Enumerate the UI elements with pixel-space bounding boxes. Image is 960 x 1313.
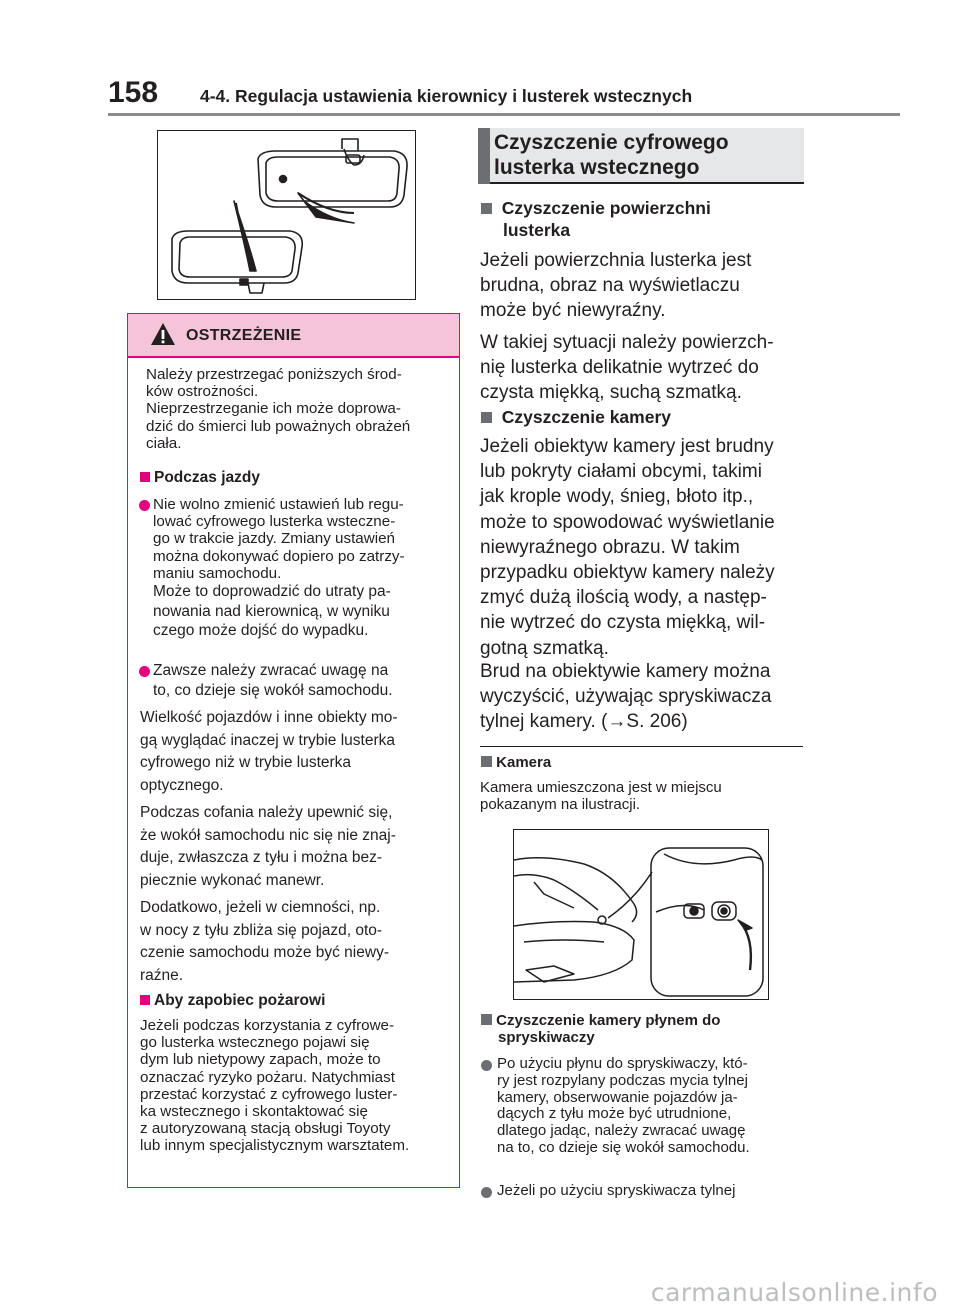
square-bullet-icon <box>140 995 150 1005</box>
warning-para-4: Jeżeli podczas korzystania z cyfrowe- go lusterka wstecznego pojawi się dym lub nietypowy zapach, może to oznaczać ryzyko pożaru. Natychmiast przestać korzystać z cyfrowego luster- ka wstecznego i skontaktować się z autoryzowaną stacją obsługi Toyoty lub innym specjalistycznym warsztatem. <box>140 1017 410 1155</box>
surface-para-2: W takiej sytuacji należy powierzch- nię lusterka delikatnie wytrzeć do czysta miękką, suchą szmatką. <box>480 332 774 404</box>
page-number: 158 <box>108 76 159 109</box>
header-divider <box>108 113 900 116</box>
warning-section-driving: Podczas jazdy <box>140 469 260 487</box>
text-line: ków ostrożności. <box>146 383 259 401</box>
camera-note-text: Kamera umieszczona jest w miejscu pokazanym na ilustracji. <box>480 779 722 813</box>
divider <box>480 746 803 747</box>
camera-para-2: Brud na obiektywie kamery można wyczyścić, używając spryskiwacza tylnej kamery. (→S. 206) <box>480 659 810 735</box>
square-bullet-icon <box>140 472 150 482</box>
subsection-camera-title: Czyszczenie kamery <box>481 406 671 428</box>
camera-para-1: Jeżeli obiektyw kamery jest brudny lub pokryty ciałami obcymi, takimi jak krople wody, śnieg, błoto itp., może to spowodować wyświetlanie niewyraźnego obrazu. W takim przypadku obiektyw kamery należy zmyć dużą ilością wody, a następ- nie wytrzeć do czysta miękką, wil- gotną szmatką. <box>480 436 775 659</box>
bullet-dot-icon <box>481 1187 492 1198</box>
bullet-dot-icon <box>481 1060 492 1071</box>
warning-header-rule <box>128 356 459 358</box>
bullet-dot-icon <box>139 666 150 677</box>
square-bullet-icon <box>481 203 492 214</box>
bullet-dot-icon <box>139 500 150 511</box>
subsection-surface-title: Czyszczenie powierzchni lusterka <box>481 197 711 241</box>
text-line: dzić do śmierci lub poważnych obrażeń <box>146 417 411 435</box>
square-bullet-icon <box>481 412 492 423</box>
washer-bullet-2: Jeżeli po użyciu spryskiwacza tylnej <box>497 1182 736 1199</box>
page-reference-link[interactable]: tylnej kamery. (→S. 206) <box>480 711 688 733</box>
mirror-illustration <box>157 130 416 300</box>
warning-para-2: Podczas cofania należy upewnić się, że wokół samochodu nic się nie znaj- duje, zwłaszcza z tyłu i można bez- piecznie wykonać manewr. <box>140 804 396 889</box>
warning-intro <box>146 366 446 452</box>
warning-para-1: Wielkość pojazdów i inne obiekty mo- gą wyglądać inaczej w trybie lusterka cyfrowego niż w trybie lusterka optycznego. <box>140 709 398 794</box>
warning-title: OSTRZEŻENIE <box>186 327 302 344</box>
warning-bullet-1-continued: Może to doprowadzić do utraty pa- nowania nad kierownicą, w wyniku czego może dojść do wypadku. <box>153 583 391 639</box>
square-bullet-icon <box>481 756 492 767</box>
camera-drawing <box>514 830 768 999</box>
section-title: Czyszczenie cyfrowego lusterka wstecznego <box>494 131 729 179</box>
text-line: Nieprzestrzeganie ich może doprowa- <box>146 400 401 418</box>
warning-triangle-icon <box>150 322 176 346</box>
warning-para-3: Dodatkowo, jeżeli w ciemności, np. w nocy z tyłu zbliża się pojazd, oto- czenie samochodu może być niewy- raźne. <box>140 899 389 984</box>
warning-header <box>128 314 459 356</box>
watermark: carmanualsonline.info <box>650 1278 938 1307</box>
warning-box <box>127 313 460 1188</box>
surface-para-1: Jeżeli powierzchnia lusterka jest brudna, obraz na wyświetlaczu może być niewyraźny. <box>480 250 752 322</box>
mirror-drawing <box>158 131 415 299</box>
text-line: ciała. <box>146 434 182 452</box>
warning-section-fire: Aby zapobiec pożarowi <box>140 992 325 1010</box>
text-line: Należy przestrzegać poniższych środ- <box>146 366 402 383</box>
square-bullet-icon <box>481 1014 492 1025</box>
washer-title: Czyszczenie kamery płynem do spryskiwaczy <box>481 1012 720 1046</box>
camera-note-title: Kamera <box>481 754 551 771</box>
section-heading-bar <box>478 128 490 184</box>
warning-bullet-2: Zawsze należy zwracać uwagę na to, co dzieje się wokół samochodu. <box>153 662 393 699</box>
camera-location-illustration <box>513 829 769 1000</box>
warning-bullet-1: Nie wolno zmienić ustawień lub regu- lować cyfrowego lusterka wsteczne- go w trakcie jazdy. Zmiany ustawień można dokonywać dopiero po zatrzy- maniu samochodu. <box>153 496 405 582</box>
washer-bullet-1: Po użyciu płynu do spryskiwaczy, któ- ry jest rozpylany podczas mycia tylnej kamery, obserwowanie pojazdów ja- dących z tyłu może być utrudnione, dlatego jadąc, należy zwracać uwagę na to, co dzieje się wokół samochodu. <box>497 1055 750 1156</box>
chapter-title: 4-4. Regulacja ustawienia kierownicy i lusterek wstecznych <box>200 86 693 106</box>
